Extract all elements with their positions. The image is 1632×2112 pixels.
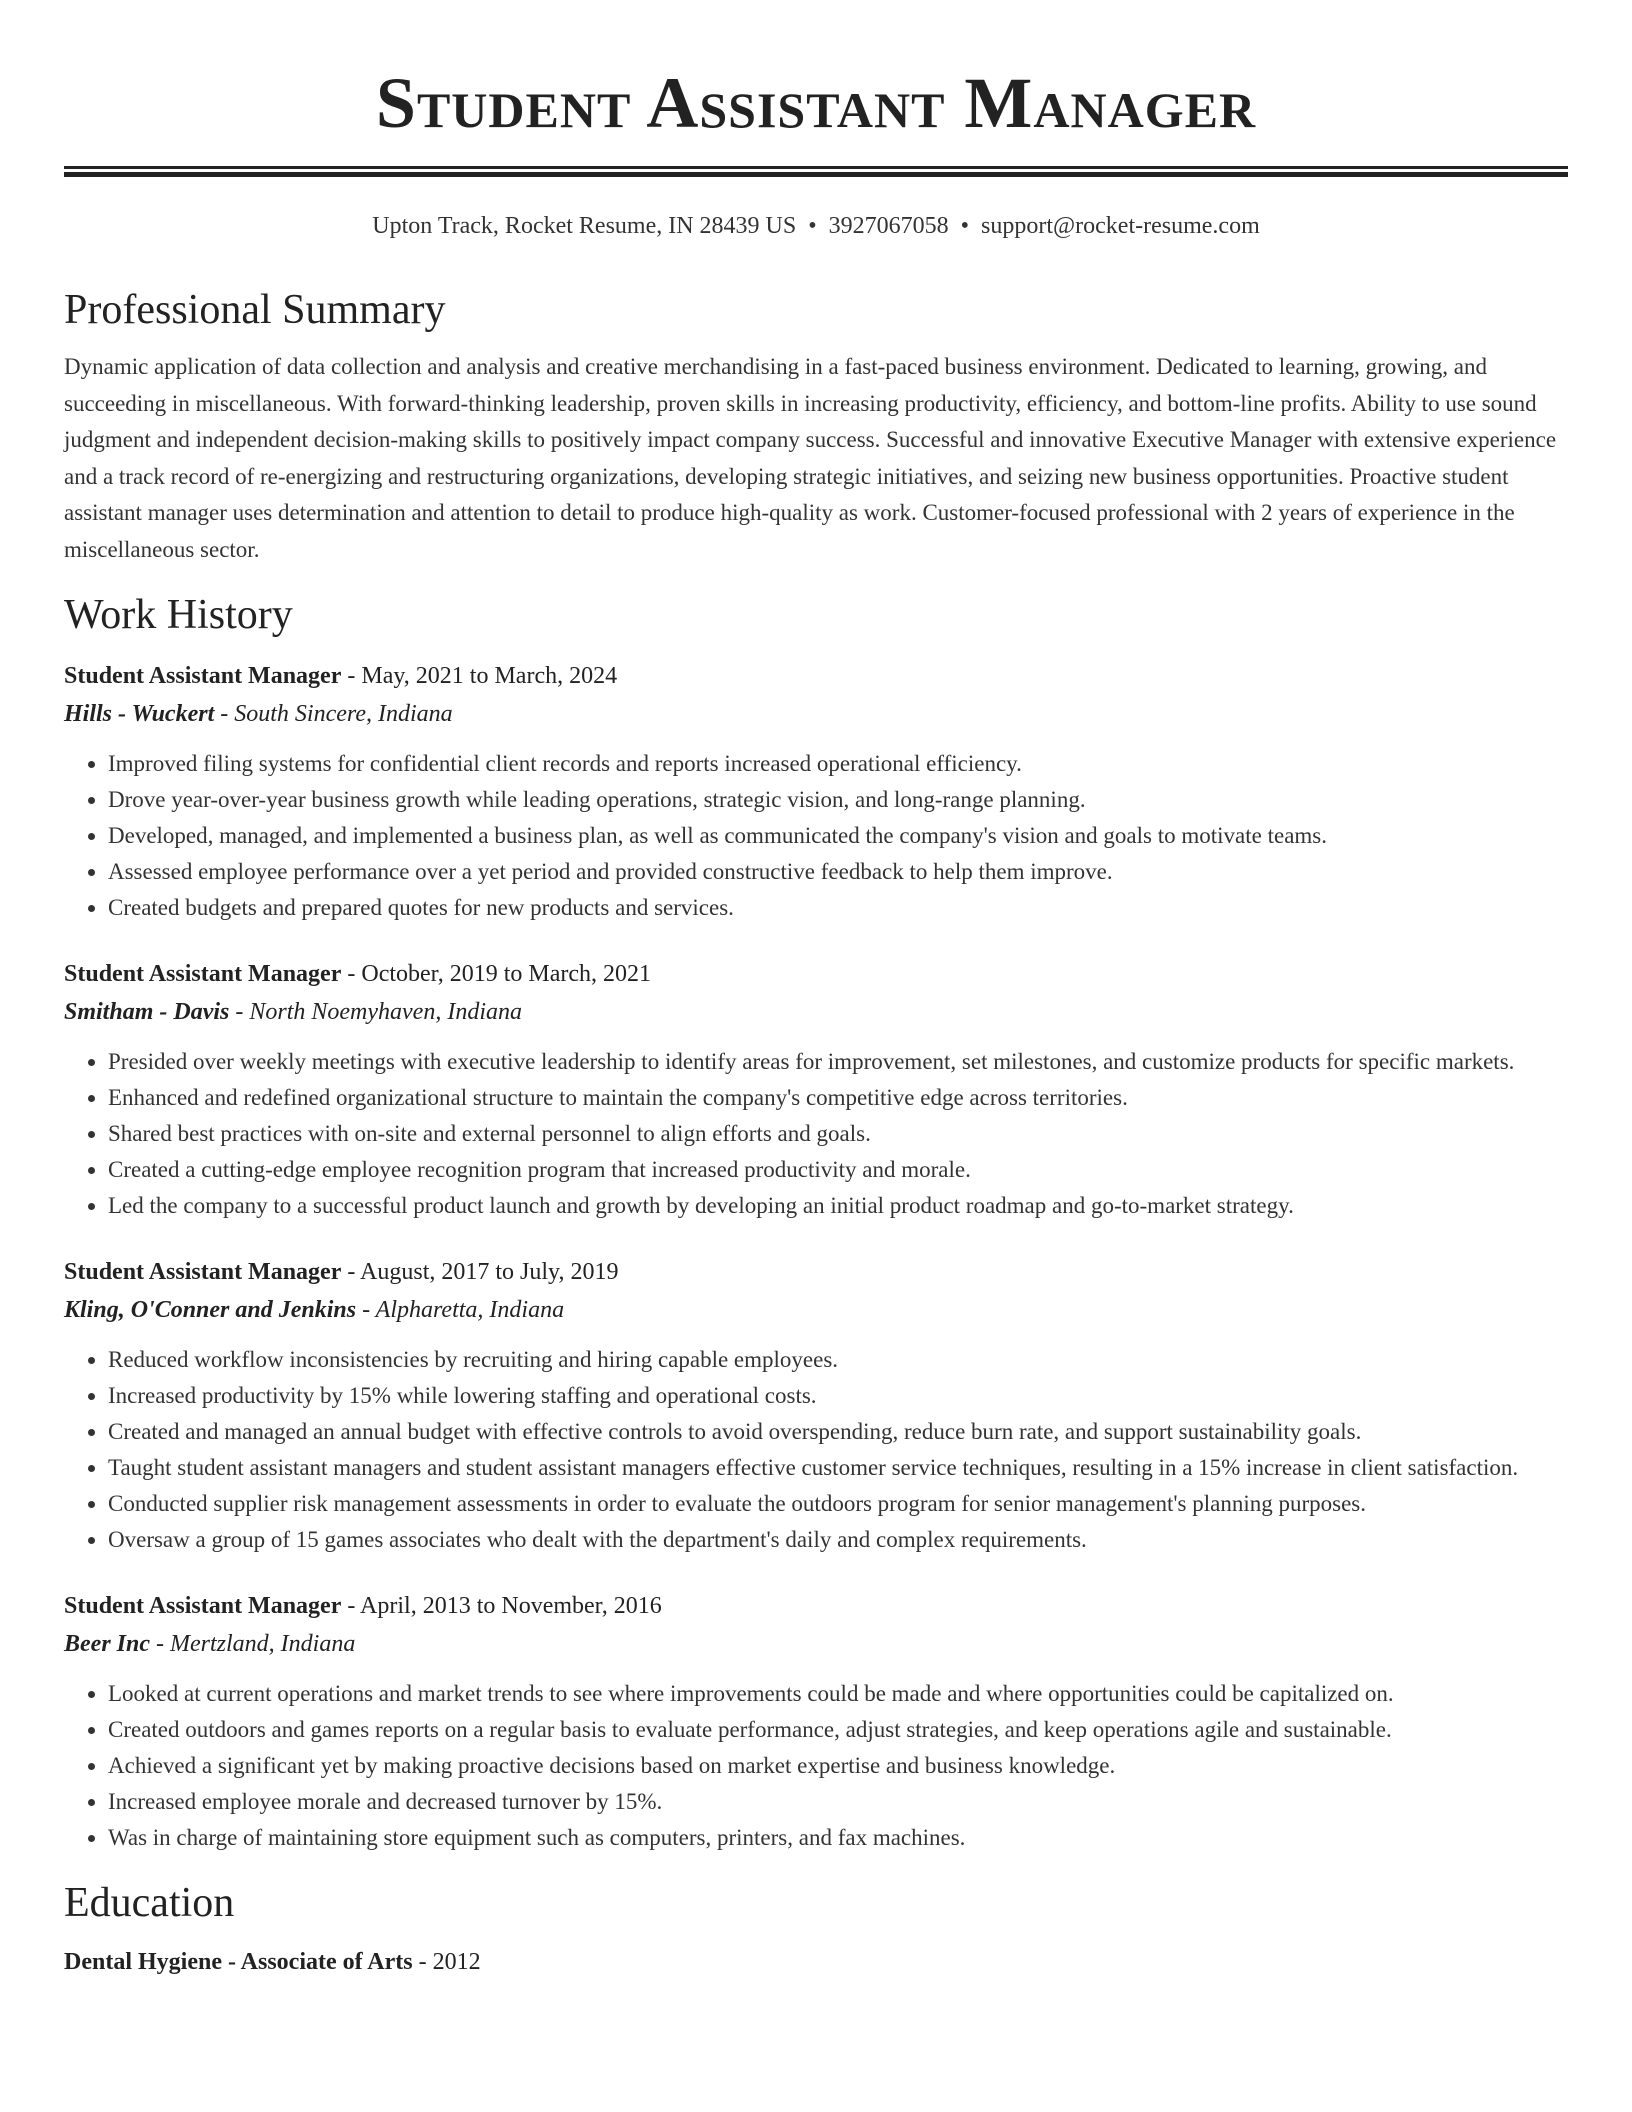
list-item: • Enhanced and redefined organizational structure to maintain the company's competitive edge across territories.: [108, 1080, 1568, 1116]
job-location: North Noemyhaven, Indiana: [249, 999, 522, 1025]
job-title: Student Assistant Manager: [64, 1593, 342, 1619]
list-item: • Created a cutting-edge employee recognition program that increased productivity and morale.: [108, 1152, 1568, 1188]
contact-email: support@rocket-resume.com: [981, 213, 1260, 239]
work-history-heading: Work History: [64, 592, 293, 638]
job-title: Student Assistant Manager: [64, 1259, 342, 1285]
list-item: • Taught student assistant managers and student assistant managers effective customer service techniques, resulting in a 15% increase in client satisfaction.: [108, 1450, 1568, 1486]
job-dates: August, 2017 to July, 2019: [360, 1259, 619, 1285]
dash-separator: -: [341, 1593, 361, 1619]
header-divider: [64, 166, 1568, 177]
summary-text: Dynamic application of data collection and analysis and creative merchandising in a fast-paced business environment. Dedicated to learning, growing, and succeeding in miscellaneous. With forward-thinking leadership, proven skills in increasing productivity, efficiency, and bottom-line profits. Ability to use sound judgment and independent decision-making skills to positively impact company success. Successful and innovative Executive Manager with extensive experience and a track record of re-energizing and restructuring organizations, developing strategic initiatives, and seizing new business opportunities. Proactive student assistant manager uses determination and attention to detail to produce high-quality as work. Customer-focused professional with 2 years of experience in the miscellaneous sector.: [64, 354, 1557, 562]
job-dates: April, 2013 to November, 2016: [360, 1593, 662, 1619]
list-item: • Shared best practices with on-site and external personnel to align efforts and goals.: [108, 1116, 1568, 1152]
list-item: • Created budgets and prepared quotes for new products and services.: [108, 890, 1568, 926]
job-header: [64, 956, 1568, 992]
job-dates: October, 2019 to March, 2021: [361, 961, 651, 987]
job-header: [64, 658, 1568, 694]
job-title: Student Assistant Manager: [64, 961, 342, 987]
list-item: • Looked at current operations and market trends to see where improvements could be made and where opportunities could be capitalized on.: [108, 1676, 1568, 1712]
dash-separator: -: [229, 999, 250, 1025]
job-title: Student Assistant Manager: [64, 663, 342, 689]
dash-separator: -: [412, 1949, 433, 1975]
list-item: • Was in charge of maintaining store equipment such as computers, printers, and fax machines.: [108, 1820, 1568, 1856]
education-entry: [64, 1944, 1568, 1980]
job-company: Beer Inc: [64, 1631, 150, 1657]
list-item: • Assessed employee performance over a yet period and provided constructive feedback to help them improve.: [108, 854, 1568, 890]
job-location: Mertzland, Indiana: [170, 1631, 356, 1657]
job-bullets: [64, 1676, 1568, 1856]
list-item: • Presided over weekly meetings with executive leadership to identify areas for improvement, set milestones, and customize products for specific markets.: [108, 1044, 1568, 1080]
list-item: • Drove year-over-year business growth while leading operations, strategic vision, and long-range planning.: [108, 782, 1568, 818]
dash-separator: -: [214, 701, 235, 727]
list-item: • Improved filing systems for confidential client records and reports increased operational efficiency.: [108, 746, 1568, 782]
job-company-line: [64, 1624, 1568, 1664]
bullet-separator: •: [808, 213, 817, 239]
dash-separator: -: [356, 1297, 376, 1323]
list-item: • Achieved a significant yet by making proactive decisions based on market expertise and business knowledge.: [108, 1748, 1568, 1784]
job-location: Alpharetta, Indiana: [375, 1297, 565, 1323]
dash-separator: -: [341, 663, 362, 689]
job-dates: May, 2021 to March, 2024: [361, 663, 618, 689]
job-entry: [64, 956, 1568, 1224]
list-item: • Developed, managed, and implemented a business plan, as well as communicated the company's vision and goals to motivate teams.: [108, 818, 1568, 854]
list-item: • Created and managed an annual budget with effective controls to avoid overspending, reduce burn rate, and support sustainability goals.: [108, 1414, 1568, 1450]
job-company: Smitham - Davis: [64, 999, 230, 1025]
contact-phone: 3927067058: [828, 213, 949, 239]
dash-separator: -: [341, 961, 362, 987]
job-entry: [64, 1254, 1568, 1558]
dash-separator: -: [150, 1631, 170, 1657]
job-company-line: [64, 694, 1568, 734]
list-item: • Led the company to a successful product launch and growth by developing an initial product roadmap and go-to-market strategy.: [108, 1188, 1568, 1224]
education-year: 2012: [432, 1949, 481, 1975]
job-company-line: [64, 1290, 1568, 1330]
bullet-separator: •: [960, 213, 970, 239]
job-bullets: [64, 746, 1568, 926]
contact-address: Upton Track, Rocket Resume, IN 28439 US: [372, 213, 797, 239]
job-header: [64, 1588, 1568, 1624]
list-item: • Created outdoors and games reports on a regular basis to evaluate performance, adjust strategies, and keep operations agile and sustainable.: [108, 1712, 1568, 1748]
education-heading: Education: [64, 1880, 235, 1926]
job-company-line: [64, 992, 1568, 1032]
job-location: South Sincere, Indiana: [234, 701, 453, 727]
job-company: Kling, O'Conner and Jenkins: [64, 1297, 357, 1323]
list-item: • Increased employee morale and decreased turnover by 15%.: [108, 1784, 1568, 1820]
list-item: • Conducted supplier risk management assessments in order to evaluate the outdoors program for senior management's planning purposes.: [108, 1486, 1568, 1522]
list-item: • Increased productivity by 15% while lowering staffing and operational costs.: [108, 1378, 1568, 1414]
summary-heading: Professional Summary: [64, 287, 446, 333]
job-header: [64, 1254, 1568, 1290]
job-bullets: [64, 1044, 1568, 1224]
education-degree: Dental Hygiene - Associate of Arts: [64, 1949, 413, 1975]
job-entry: [64, 658, 1568, 926]
job-company: Hills - Wuckert: [64, 701, 215, 727]
list-item: • Reduced workflow inconsistencies by recruiting and hiring capable employees.: [108, 1342, 1568, 1378]
candidate-name: Student Assistant Manager: [375, 63, 1257, 143]
contact-line: [64, 211, 1568, 241]
list-item: • Oversaw a group of 15 games associates who dealt with the department's daily and complex requirements.: [108, 1522, 1568, 1558]
dash-separator: -: [341, 1259, 361, 1285]
job-entry: [64, 1588, 1568, 1856]
job-bullets: [64, 1342, 1568, 1558]
